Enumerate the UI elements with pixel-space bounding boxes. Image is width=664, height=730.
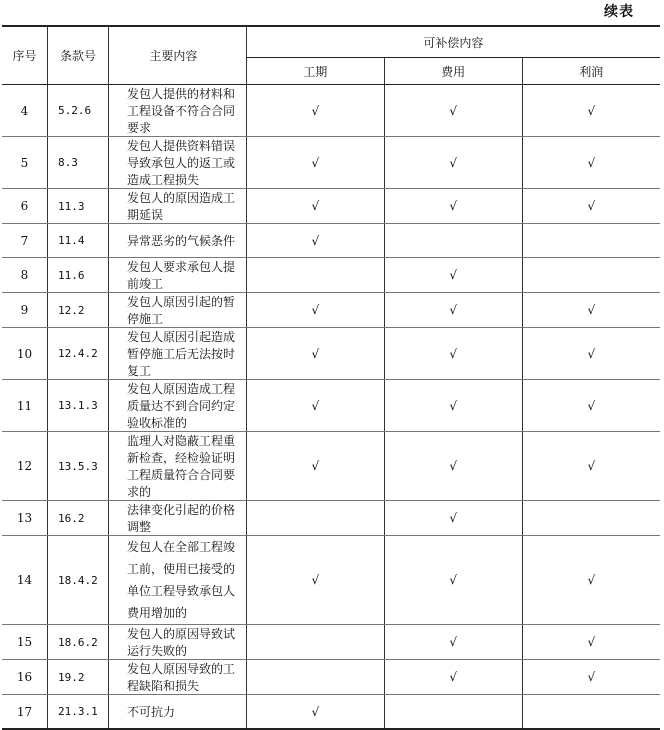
row-time-check: √ [246,293,384,328]
row-time-check [246,501,384,536]
row-no: 13 [2,501,48,536]
row-no: 14 [2,536,48,625]
row-cost-check: √ [384,293,522,328]
row-time-check: √ [246,328,384,380]
row-time-check: √ [246,695,384,730]
row-clause: 18.4.2 [48,536,109,625]
row-cost-check: √ [384,625,522,660]
row-profit-check [522,695,660,730]
row-cost-check: √ [384,85,522,137]
row-clause: 11.6 [48,258,109,293]
row-cost-check: √ [384,328,522,380]
row-content: 发包人在全部工程竣工前，使用已接受的单位工程导致承包人费用增加的 [109,536,247,625]
row-clause: 18.6.2 [48,625,109,660]
row-profit-check: √ [522,85,660,137]
row-time-check: √ [246,432,384,501]
row-time-check: √ [246,85,384,137]
row-cost-check [384,695,522,730]
row-content: 发包人提供的材料和工程设备不符合合同要求 [109,85,247,137]
table-row [2,224,660,258]
row-content: 发包人原因引起造成暂停施工后无法按时复工 [109,328,247,380]
row-content: 异常恶劣的气候条件 [109,224,247,258]
table-row [2,625,660,660]
header-no: 序号 [2,26,48,85]
row-cost-check: √ [384,258,522,293]
row-profit-check: √ [522,189,660,224]
table-row [2,328,660,380]
table-row [2,258,660,293]
row-time-check: √ [246,536,384,625]
header-compensable-group: 可补偿内容 [246,26,660,58]
row-content: 发包人原因导致的工程缺陷和损失 [109,660,247,695]
row-time-check [246,258,384,293]
row-clause: 8.3 [48,137,109,189]
compensation-table [2,25,660,730]
table-row [2,660,660,695]
row-content: 发包人原因造成工程质量达不到合同约定验收标准的 [109,380,247,432]
row-cost-check: √ [384,137,522,189]
row-content: 发包人的原因导致试运行失败的 [109,625,247,660]
row-cost-check: √ [384,432,522,501]
table-row [2,432,660,501]
row-clause: 12.2 [48,293,109,328]
row-profit-check: √ [522,660,660,695]
row-no: 9 [2,293,48,328]
row-profit-check: √ [522,625,660,660]
table-row [2,293,660,328]
row-content: 发包人提供资料错误导致承包人的返工或造成工程损失 [109,137,247,189]
row-profit-check: √ [522,432,660,501]
row-no: 5 [2,137,48,189]
row-profit-check: √ [522,293,660,328]
header-clause: 条款号 [48,26,109,85]
row-no: 16 [2,660,48,695]
table-row [2,695,660,730]
row-time-check: √ [246,137,384,189]
table-row [2,501,660,536]
row-content: 监理人对隐蔽工程重新检查，经检验证明工程质量符合合同要求的 [109,432,247,501]
row-content: 不可抗力 [109,695,247,730]
row-cost-check: √ [384,536,522,625]
table-row [2,380,660,432]
row-time-check: √ [246,189,384,224]
row-clause: 11.3 [48,189,109,224]
row-clause: 13.5.3 [48,432,109,501]
row-profit-check [522,224,660,258]
row-profit-check: √ [522,536,660,625]
row-time-check: √ [246,380,384,432]
row-clause: 5.2.6 [48,85,109,137]
row-no: 7 [2,224,48,258]
continued-table-caption: 续表 [604,4,634,20]
row-content: 法律变化引起的价格调整 [109,501,247,536]
row-clause: 19.2 [48,660,109,695]
row-time-check [246,625,384,660]
row-clause: 12.4.2 [48,328,109,380]
row-profit-check [522,501,660,536]
row-cost-check [384,224,522,258]
row-profit-check: √ [522,328,660,380]
row-profit-check: √ [522,380,660,432]
table-row [2,137,660,189]
row-clause: 11.4 [48,224,109,258]
header-time: 工期 [246,58,384,85]
row-no: 6 [2,189,48,224]
row-clause: 21.3.1 [48,695,109,730]
row-cost-check: √ [384,189,522,224]
table-row [2,85,660,137]
row-content: 发包人原因引起的暂停施工 [109,293,247,328]
row-no: 12 [2,432,48,501]
row-no: 10 [2,328,48,380]
row-cost-check: √ [384,380,522,432]
row-no: 17 [2,695,48,730]
table-row [2,189,660,224]
row-clause: 16.2 [48,501,109,536]
table-row [2,536,660,625]
row-content: 发包人要求承包人提前竣工 [109,258,247,293]
row-time-check [246,660,384,695]
row-profit-check [522,258,660,293]
row-no: 11 [2,380,48,432]
row-clause: 13.1.3 [48,380,109,432]
row-time-check: √ [246,224,384,258]
header-content: 主要内容 [109,26,247,85]
row-cost-check: √ [384,660,522,695]
row-no: 15 [2,625,48,660]
header-cost: 费用 [384,58,522,85]
header-profit: 利润 [522,58,660,85]
row-cost-check: √ [384,501,522,536]
row-profit-check: √ [522,137,660,189]
row-no: 4 [2,85,48,137]
row-no: 8 [2,258,48,293]
row-content: 发包人的原因造成工期延误 [109,189,247,224]
